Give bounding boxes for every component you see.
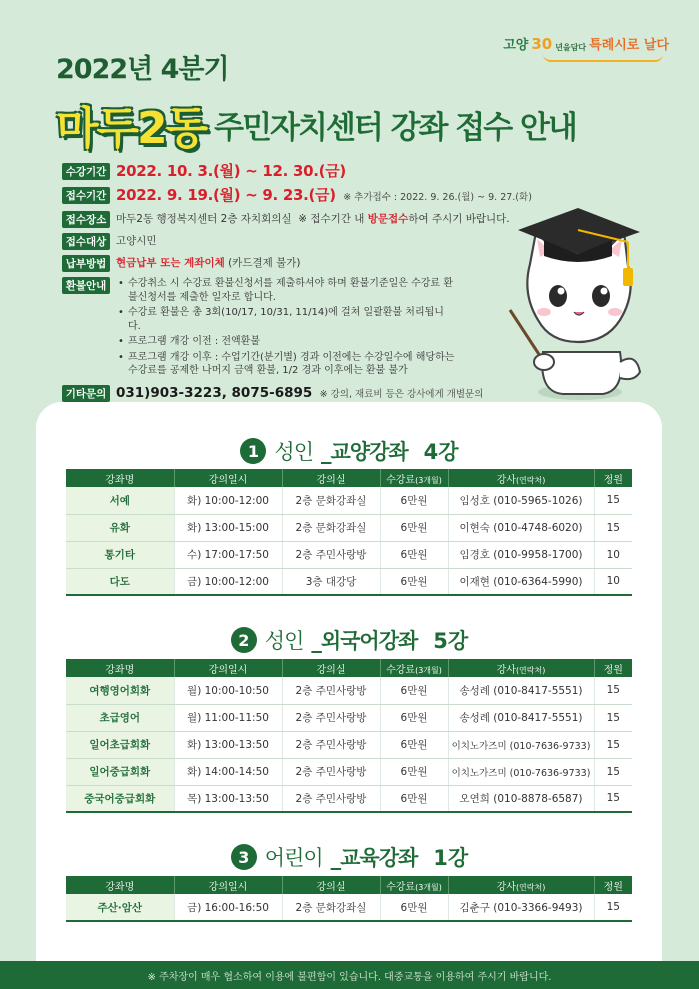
refund-list <box>116 277 456 380</box>
header-cell <box>448 876 594 894</box>
header-cell: 강의일시 <box>174 469 282 487</box>
table-cell: 이치노가즈미 (010-7636-9733) <box>448 758 594 785</box>
table-cell: 화) 13:00-15:00 <box>174 514 282 541</box>
table-cell: 6만원 <box>380 514 448 541</box>
payment-value: 현금납부 또는 계좌이체 <box>116 257 225 269</box>
place-value: 마두2동 행정복지센터 2층 자치회의실 <box>116 213 292 225</box>
table-cell: 통기타 <box>66 541 174 568</box>
info-label: 환불안내 <box>62 277 110 294</box>
info-label: 납부방법 <box>62 255 110 272</box>
table-cell: 2층 문화강좌실 <box>282 487 380 514</box>
contact-phone: 031)903-3223, 8075-6895 <box>116 384 313 401</box>
header-cell <box>448 469 594 487</box>
logo-text: 고양 <box>503 38 529 53</box>
info-label: 기타문의 <box>62 385 110 402</box>
table-row <box>66 677 632 704</box>
header-cell: 강좌명 <box>66 659 174 677</box>
header-text: 수강료 <box>386 881 416 893</box>
header-cell: 정원 <box>594 469 632 487</box>
apply-value: 2022. 9. 19.(월) ~ 9. 23.(금) <box>116 186 336 204</box>
section-number: 2 <box>231 627 257 653</box>
logo-small-text: 년을담다 <box>555 43 587 52</box>
place-note-end: 하여 주시기 바랍니다. <box>408 213 510 225</box>
place-note: ※ 접수기간 내 <box>298 213 368 225</box>
refund-item: • 수강취소 시 수강료 환불신청서를 제출하셔야 하며 환불기준일은 수강료 환불신청서를 제출한 일자로 합니다. <box>116 277 456 304</box>
table-cell: 15 <box>594 894 632 921</box>
table-cell: 2층 주민사랑방 <box>282 731 380 758</box>
header-cell: 강의일시 <box>174 659 282 677</box>
table-header-row <box>66 876 632 894</box>
info-label: 접수기간 <box>62 187 110 204</box>
header-text: 수강료 <box>386 664 416 676</box>
table-cell: 15 <box>594 731 632 758</box>
section-audience: 성인 <box>274 440 313 464</box>
section-number: 1 <box>240 438 266 464</box>
course-table <box>66 659 632 813</box>
table-cell: 2층 주민사랑방 <box>282 704 380 731</box>
table-cell: 6만원 <box>380 677 448 704</box>
table-cell: 2층 주민사랑방 <box>282 541 380 568</box>
header-text: 강사 <box>496 474 516 486</box>
table-cell: 6만원 <box>380 731 448 758</box>
info-place <box>62 211 532 228</box>
logo-slogan: 특례시로 날다 <box>589 38 669 53</box>
table-cell: 15 <box>594 487 632 514</box>
table-row <box>66 894 632 921</box>
header-text: (연락처) <box>515 665 546 675</box>
section-count: 4강 <box>423 440 459 464</box>
section-title <box>0 625 699 655</box>
logo-number: 30 <box>531 35 553 53</box>
info-label: 접수대상 <box>62 233 110 250</box>
city-logo <box>503 34 669 53</box>
refund-item: • 수강료 환불은 총 3회(10/17, 10/31, 11/14)에 걸쳐 일괄환불 처리됩니다. <box>116 306 456 333</box>
table-cell: 이재현 (010-6364-5990) <box>448 568 594 595</box>
table-cell: 월) 10:00-10:50 <box>174 677 282 704</box>
table-cell: 2층 주민사랑방 <box>282 758 380 785</box>
table-cell: 15 <box>594 785 632 812</box>
table-cell: 일어초급회화 <box>66 731 174 758</box>
table-cell: 6만원 <box>380 785 448 812</box>
header-cell <box>380 469 448 487</box>
table-cell: 주산·암산 <box>66 894 174 921</box>
header-text: (연락처) <box>515 882 546 892</box>
table-cell: 유화 <box>66 514 174 541</box>
table-cell: 화) 10:00-12:00 <box>174 487 282 514</box>
place-note-highlight: 방문접수 <box>367 213 409 225</box>
table-cell: 금) 10:00-12:00 <box>174 568 282 595</box>
table-cell: 송성례 (010-8417-5551) <box>448 704 594 731</box>
section-category: _교육강좌 <box>330 846 418 870</box>
table-cell: 임성호 (010-5965-1026) <box>448 487 594 514</box>
table-cell: 화) 14:00-14:50 <box>174 758 282 785</box>
table-cell: 초급영어 <box>66 704 174 731</box>
table-cell: 여행영어회화 <box>66 677 174 704</box>
table-row <box>66 541 632 568</box>
table-cell: 6만원 <box>380 568 448 595</box>
info-period <box>62 163 532 182</box>
table-cell: 6만원 <box>380 541 448 568</box>
table-cell: 화) 13:00-13:50 <box>174 731 282 758</box>
logo-swoosh <box>543 54 663 62</box>
table-cell: 15 <box>594 677 632 704</box>
header-cell: 강의일시 <box>174 876 282 894</box>
payment-note: (카드결제 불가) <box>224 257 301 269</box>
table-row <box>66 514 632 541</box>
table-cell: 15 <box>594 704 632 731</box>
section-category: _외국어강좌 <box>311 629 418 653</box>
section-title <box>0 436 699 466</box>
table-cell: 6만원 <box>380 758 448 785</box>
target-value: 고양시민 <box>116 235 157 247</box>
table-cell: 6만원 <box>380 894 448 921</box>
title-text: 주민자치센터 강좌 접수 안내 <box>214 109 576 146</box>
section-category: _교양강좌 <box>321 440 408 464</box>
table-cell: 중국어중급회화 <box>66 785 174 812</box>
header-text: 강사 <box>496 664 516 676</box>
table-cell: 목) 13:00-13:50 <box>174 785 282 812</box>
info-refund <box>62 277 532 380</box>
course-table <box>66 469 632 596</box>
section-count: 5강 <box>433 629 469 653</box>
table-cell: 6만원 <box>380 704 448 731</box>
table-row <box>66 568 632 595</box>
table-header-row <box>66 659 632 677</box>
footer-notice: ※ 주차장이 매우 협소하여 이용에 불편함이 있습니다. 대중교통을 이용하여 주시기 바랍니다. <box>0 961 699 989</box>
table-cell: 송성례 (010-8417-5551) <box>448 677 594 704</box>
table-cell: 6만원 <box>380 487 448 514</box>
apply-note: ※ 추가접수 : 2022. 9. 26.(월) ~ 9. 27.(화) <box>343 192 532 203</box>
table-cell: 이치노가즈미 (010-7636-9733) <box>448 731 594 758</box>
table-cell: 2층 문화강좌실 <box>282 514 380 541</box>
header-cell <box>380 876 448 894</box>
graduate-cat-mascot-icon <box>508 202 648 402</box>
table-cell: 다도 <box>66 568 174 595</box>
period-value: 2022. 10. 3.(월) ~ 12. 30.(금) <box>116 162 346 180</box>
header-text: 강사 <box>496 881 516 893</box>
table-cell: 서예 <box>66 487 174 514</box>
table-cell: 김춘구 (010-3366-9493) <box>448 894 594 921</box>
header-text: (연락처) <box>515 475 546 485</box>
section-count: 1강 <box>433 846 469 870</box>
header-cell: 강좌명 <box>66 469 174 487</box>
info-apply <box>62 187 532 206</box>
table-cell: 10 <box>594 541 632 568</box>
table-row <box>66 704 632 731</box>
section-title <box>0 842 699 872</box>
table-cell: 이현숙 (010-4748-6020) <box>448 514 594 541</box>
course-table <box>66 876 632 922</box>
title-district: 마두2동 <box>56 103 207 154</box>
table-cell: 금) 16:00-16:50 <box>174 894 282 921</box>
table-row <box>66 758 632 785</box>
info-label: 수강기간 <box>62 163 110 180</box>
table-header-row <box>66 469 632 487</box>
page-subtitle: 2022년 4분기 <box>56 54 229 85</box>
section-audience: 성인 <box>264 629 304 653</box>
header-text: (3개월) <box>415 882 442 892</box>
table-cell: 임경호 (010-9958-1700) <box>448 541 594 568</box>
section-audience: 어린이 <box>264 846 323 870</box>
table-row <box>66 487 632 514</box>
section-number: 3 <box>231 844 257 870</box>
header-cell <box>448 659 594 677</box>
table-cell: 10 <box>594 568 632 595</box>
contact-note: ※ 강의, 재료비 등은 강사에게 개별문의 <box>319 388 484 400</box>
header-cell: 강의실 <box>282 659 380 677</box>
table-row <box>66 785 632 812</box>
table-cell: 2층 문화강좌실 <box>282 894 380 921</box>
table-cell: 수) 17:00-17:50 <box>174 541 282 568</box>
refund-item: • 프로그램 개강 이전 : 전액환불 <box>116 335 456 349</box>
header-cell: 정원 <box>594 876 632 894</box>
header-text: (3개월) <box>415 475 442 485</box>
info-label: 접수장소 <box>62 211 110 228</box>
header-cell: 정원 <box>594 659 632 677</box>
header-cell: 강의실 <box>282 876 380 894</box>
header-cell: 강의실 <box>282 469 380 487</box>
table-cell: 2층 주민사랑방 <box>282 677 380 704</box>
info-payment <box>62 255 532 272</box>
table-cell: 15 <box>594 514 632 541</box>
header-text: (3개월) <box>415 665 442 675</box>
table-cell: 오연희 (010-8878-6587) <box>448 785 594 812</box>
table-row <box>66 731 632 758</box>
info-contact <box>62 385 532 403</box>
header-cell: 강좌명 <box>66 876 174 894</box>
table-cell: 15 <box>594 758 632 785</box>
info-target <box>62 233 532 250</box>
table-cell: 월) 11:00-11:50 <box>174 704 282 731</box>
refund-item: • 프로그램 개강 이후 : 수업기간(분기별) 경과 이전에는 수강일수에 해당하는 수강료를 공제한 나머지 금액 환불, 1/2 경과 이후에는 환불 불가 <box>116 351 456 378</box>
header-text: 수강료 <box>386 474 416 486</box>
page-title <box>56 92 576 156</box>
table-cell: 3층 대강당 <box>282 568 380 595</box>
header-cell <box>380 659 448 677</box>
table-cell: 2층 주민사랑방 <box>282 785 380 812</box>
table-cell: 일어중급회화 <box>66 758 174 785</box>
info-block <box>62 163 532 408</box>
